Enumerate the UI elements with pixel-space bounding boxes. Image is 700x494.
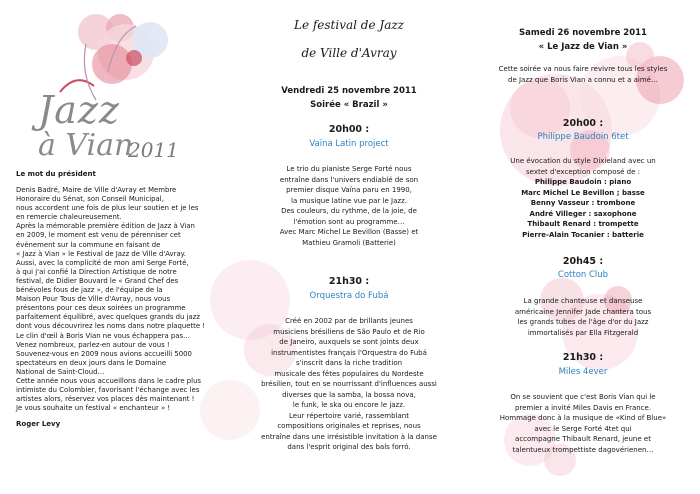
paragraph-line: Le trio du pianiste Serge Forté nous [286, 165, 412, 173]
paragraph-line: immortalisés par Ella Fitzgerald [527, 328, 639, 337]
friday-set2-time: 21h30 : [328, 276, 370, 287]
letter-line: dont vous découvrirez les noms dans notre plaquette ! [16, 322, 206, 331]
logo-year: 2011 [128, 138, 179, 162]
paragraph-line: Avec Marc Michel Le Bevillon (Basse) et [279, 228, 419, 236]
friday-set1-time: 20h00 : [328, 124, 370, 135]
letter-line: évènement sur la commune en faisant de [16, 240, 161, 249]
saturday-intro [466, 64, 700, 85]
saturday-set3-time: 21h30 : [562, 352, 604, 363]
paragraph-line: Benny Vasseur : trombone [530, 199, 636, 207]
letter-line: « Jazz à Vian » le Festival de Jazz de Ville d'Avray. [16, 249, 186, 258]
paragraph-line: entraîne dans une irrésistible invitation à la danse [261, 432, 437, 441]
paragraph-line: s'inscrit dans la riche tradition [295, 359, 403, 367]
paragraph-line: accompagne Thibault Renard, jeune et [515, 435, 651, 443]
paragraph-line: de Janeiro, auxquels se sont joints deux [279, 338, 419, 346]
letter-line: nous accordent une fois de plus leur soutien et je les [16, 204, 199, 213]
jazz-a-vian-logo [14, 88, 214, 168]
letter-line: Honoraire du Sénat, son Conseil Municipal, [16, 195, 164, 204]
letter-line: National de Saint-Cloud… [16, 367, 105, 376]
paragraph-line: talentueux trompettiste dagovérienen… [512, 445, 654, 454]
letter-line: Denis Badré, Maire de Ville d'Avray et Membre [16, 186, 177, 194]
paragraph-line: Des couleurs, du rythme, de la joie, de [281, 207, 417, 215]
friday-date: Vendredi 25 novembre 2011 [281, 86, 417, 96]
letter-line: Venez nombreux, parlez-en autour de vous ! [16, 340, 170, 349]
paragraph-line: premier a invité Miles Davis en France. [514, 403, 652, 412]
paragraph-line: Mathieu Gramoli (Batterie) [302, 238, 396, 247]
paragraph-line: La grande chanteuse et danseuse [523, 297, 643, 305]
letter-line: Je vous souhaite un festival « enchanteur » ! [16, 404, 171, 413]
saturday-soiree: « Le Jazz de Vian » [538, 42, 628, 52]
friday-soiree: Soirée « Brazil » [310, 100, 388, 110]
paragraph-line: Marc Michel Le Bevillon ; basse [521, 188, 645, 197]
paragraph-line: Une évocation du style Dixieland avec un [510, 157, 656, 165]
letter-line: artistes alors, réservez vos places dès maintenant ! [16, 395, 195, 404]
paragraph-line: la musique latine vue par le Jazz. [291, 196, 407, 205]
paragraph-line: André Villeger : saxophone [529, 209, 637, 218]
paragraph-line: entraîne dans l'univers endiablé de son [279, 175, 419, 184]
saturday-set3-band: Miles 4ever [558, 367, 608, 377]
letter-line: spectateurs en deux jours dans le Domaine [16, 358, 167, 367]
saturday-date: Samedi 26 novembre 2011 [519, 28, 647, 38]
signature: Roger Levy [16, 420, 61, 428]
paragraph-line: Leur répertoire varié, rassemblant [289, 411, 409, 420]
friday-set1-band: Vaïna Latin project [309, 139, 389, 149]
saturday-set3-description [466, 392, 700, 455]
paragraph-line: instrumentistes français l'Orquestra do Fubá [271, 348, 427, 357]
paragraph-line: le funk, le ska ou encore le jazz. [292, 401, 406, 409]
saturday-set2-time: 20h45 : [562, 256, 604, 267]
saturday-set1-band: Philippe Baudoin 6tet [537, 132, 629, 142]
letter-line: Après la mémorable première édition de Jazz à Vian [16, 222, 195, 231]
letter-line: Le clin d'œil à Boris Vian ne vous échappera pas… [16, 331, 190, 340]
logo-line-1: Jazz [38, 88, 120, 132]
paragraph-line: Cette soirée va nous faire revivre tous les styles [498, 65, 668, 73]
saturday-set2-band: Cotton Club [557, 270, 609, 280]
paragraph-line: l'émotion sont au programme… [293, 217, 405, 226]
president-letter [16, 186, 228, 413]
paragraph-line: Hommage donc à la musique de «Kind of Blue» [499, 414, 667, 422]
letter-line: en remercie chaleureusement. [16, 213, 122, 222]
paragraph-line: premier disque Vaïna paru en 1990, [286, 186, 412, 194]
letter-line: à qui j'ai confié la Direction Artistique de notre [16, 267, 177, 276]
festival-title-line-1: Le festival de Jazz [293, 18, 405, 32]
paragraph-line: Thibault Renard : trompette [527, 220, 639, 228]
paragraph-line: Pierre-Alain Tocanier : batterie [522, 230, 644, 239]
paragraph-line: Créé en 2002 par de brillants jeunes [285, 317, 413, 325]
paragraph-line: de Jazz que Boris Vian a connu et a aimé… [508, 75, 658, 84]
paragraph-line: sextet d'exception composé de : [526, 167, 640, 176]
paragraph-line: les grands tubes de l'âge d'or du Jazz [517, 318, 649, 326]
paragraph-line: Philippe Baudoin : piano [534, 178, 632, 186]
saturday-set1-time: 20h00 : [562, 118, 604, 129]
logo-line-2: à Vian [38, 128, 134, 163]
friday-set1-description [234, 164, 464, 248]
paragraph-line: américaine Jennifer Jade chantera tous [514, 307, 652, 316]
paragraph-line: avec le Serge Forté 4tet qui [534, 424, 632, 433]
letter-line: parfaitement équilibré, avec quelques grands du jazz [16, 313, 200, 322]
festival-title-line-2: de Ville d'Avray [301, 46, 397, 60]
letter-line: Aussi, avec la complicité de mon ami Serge Forté, [16, 258, 189, 267]
paragraph-line: brésilien, tout en se nourrissant d'influences aussi [261, 380, 437, 388]
president-title: Le mot du président [16, 170, 96, 178]
paragraph-line: diverses que la samba, la bossa nova, [282, 390, 416, 399]
paragraph-line: compositions originales et reprises, nous [277, 422, 421, 430]
paragraph-line: On se souvient que c'est Boris Vian qui le [510, 393, 656, 401]
letter-line: Cette année nous vous accueillons dans le cadre plus [16, 376, 202, 385]
paragraph-line: musicale des fêtes populaires du Nordeste [274, 369, 424, 378]
letter-line: présentons pour ces deux soirées un programme [16, 304, 186, 313]
paragraph-line: dans l'esprit original des bals forró. [287, 443, 411, 451]
saturday-set2-description [466, 296, 700, 338]
letter-line: Maison Pour Tous de Ville d'Avray, nous vous [16, 295, 171, 304]
letter-line: intimiste du Colombier, favorisant l'échange avec les [16, 386, 200, 395]
paragraph-line: musiciens brésiliens de São Paulo et de Rio [273, 327, 425, 336]
letter-line: bénévoles fous de jazz », de l'équipe de la [16, 286, 163, 295]
letter-line: Souvenez-vous en 2009 nous avions accueilli 5000 [16, 349, 192, 358]
friday-set2-description [234, 316, 464, 453]
letter-line: en 2009, le moment est venu de pérenniser cet [16, 231, 181, 240]
friday-set2-band: Orquestra do Fubá [309, 291, 389, 301]
letter-line: festival, de Didier Bouvard le « Grand Chef des [16, 276, 179, 285]
saturday-set1-description [466, 156, 700, 240]
